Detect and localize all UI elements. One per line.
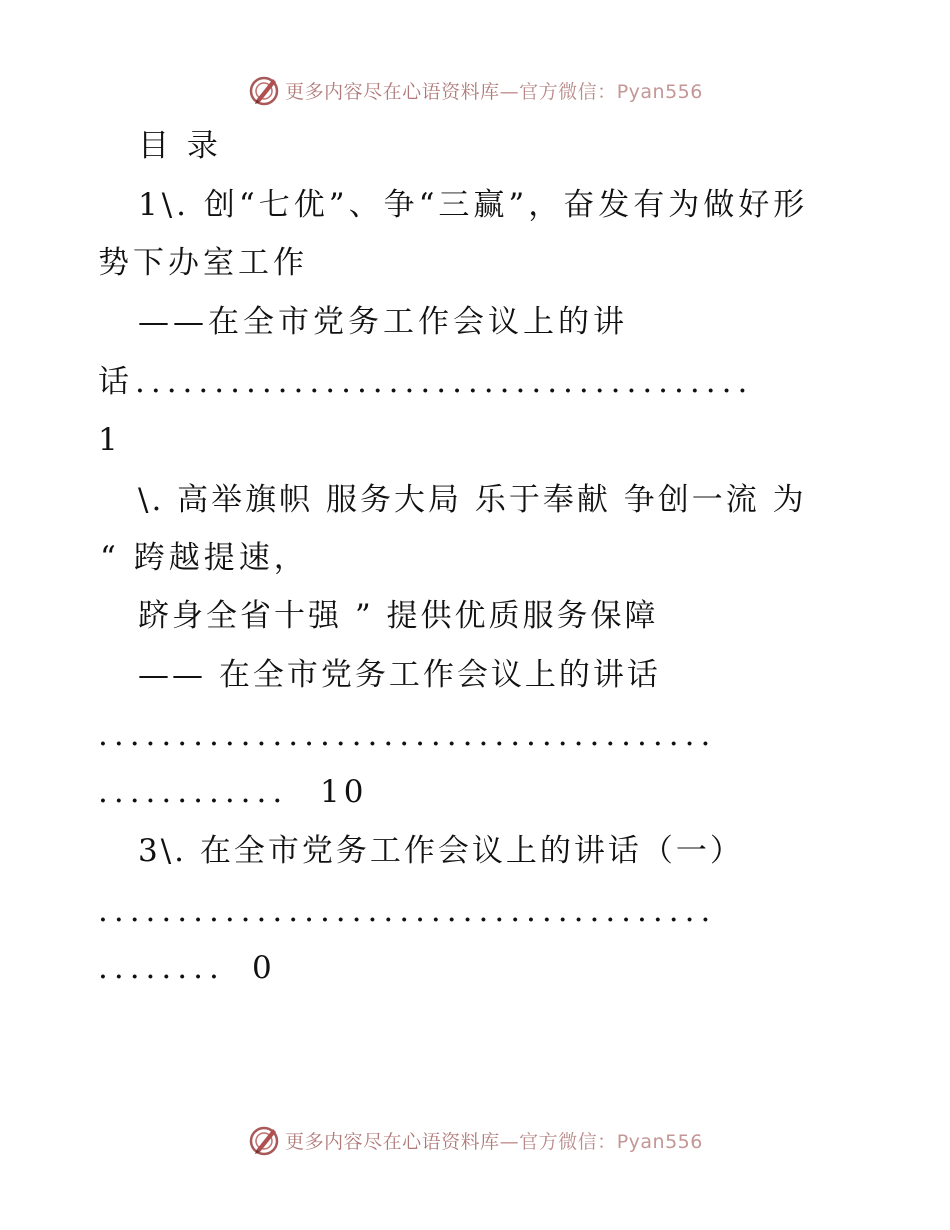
toc-entry1-subtitle-line1[interactable]: ——在全市党务工作会议上的讲 [138,304,628,340]
watermark-label: 官方微信： [519,1130,617,1153]
watermark-main-text: 更多内容尽在心语资料库 [285,1130,500,1153]
toc-entry2-title-line1[interactable]: \. 高举旗帜 服务大局 乐于奉献 争创一流 为 [138,482,807,518]
pen-seal-icon [247,1123,281,1157]
toc-entry2-page-number[interactable]: 10 [320,774,368,810]
toc-entry3-title[interactable]: 3\. 在全市党务工作会议上的讲话（一） [138,833,744,869]
toc-entry1-subtitle-line2[interactable]: 话....................................... [98,364,754,400]
watermark-main-text: 更多内容尽在心语资料库 [285,80,500,103]
toc-heading: 目 录 [138,128,222,164]
watermark-wechat-id: Pyan556 [616,80,703,103]
toc-entry1-title-line2[interactable]: 势下办室工作 [98,245,308,281]
watermark-label: 官方微信： [519,80,617,103]
toc-entry2-leader-line2: ............ [98,774,289,810]
watermark-separator: — [499,80,520,103]
toc-entry2-title-line2[interactable]: “ 跨越提速， [100,540,309,576]
watermark-wechat-id: Pyan556 [616,1130,703,1153]
header-watermark [0,70,950,110]
toc-entry3-leader-line1: ....................................... [98,893,717,929]
toc-entry3-page-number[interactable]: 0 [252,950,276,986]
toc-entry2-subtitle[interactable]: —— 在全市党务工作会议上的讲话 [138,657,661,693]
footer-watermark [0,1120,950,1160]
pen-seal-icon [247,73,281,107]
watermark-separator: — [499,1130,520,1153]
toc-entry1-page-number[interactable]: 1 [98,422,122,458]
toc-entry2-title-line3[interactable]: 跻身全省十强 ” 提供优质服务保障 [138,598,659,634]
toc-entry3-leader-line2: ........ [98,950,225,986]
toc-entry1-title-line1[interactable]: 1\. 创“七优”、争“三赢”，奋发有为做好形 [138,187,809,223]
toc-entry2-leader-line1: ....................................... [98,717,717,753]
